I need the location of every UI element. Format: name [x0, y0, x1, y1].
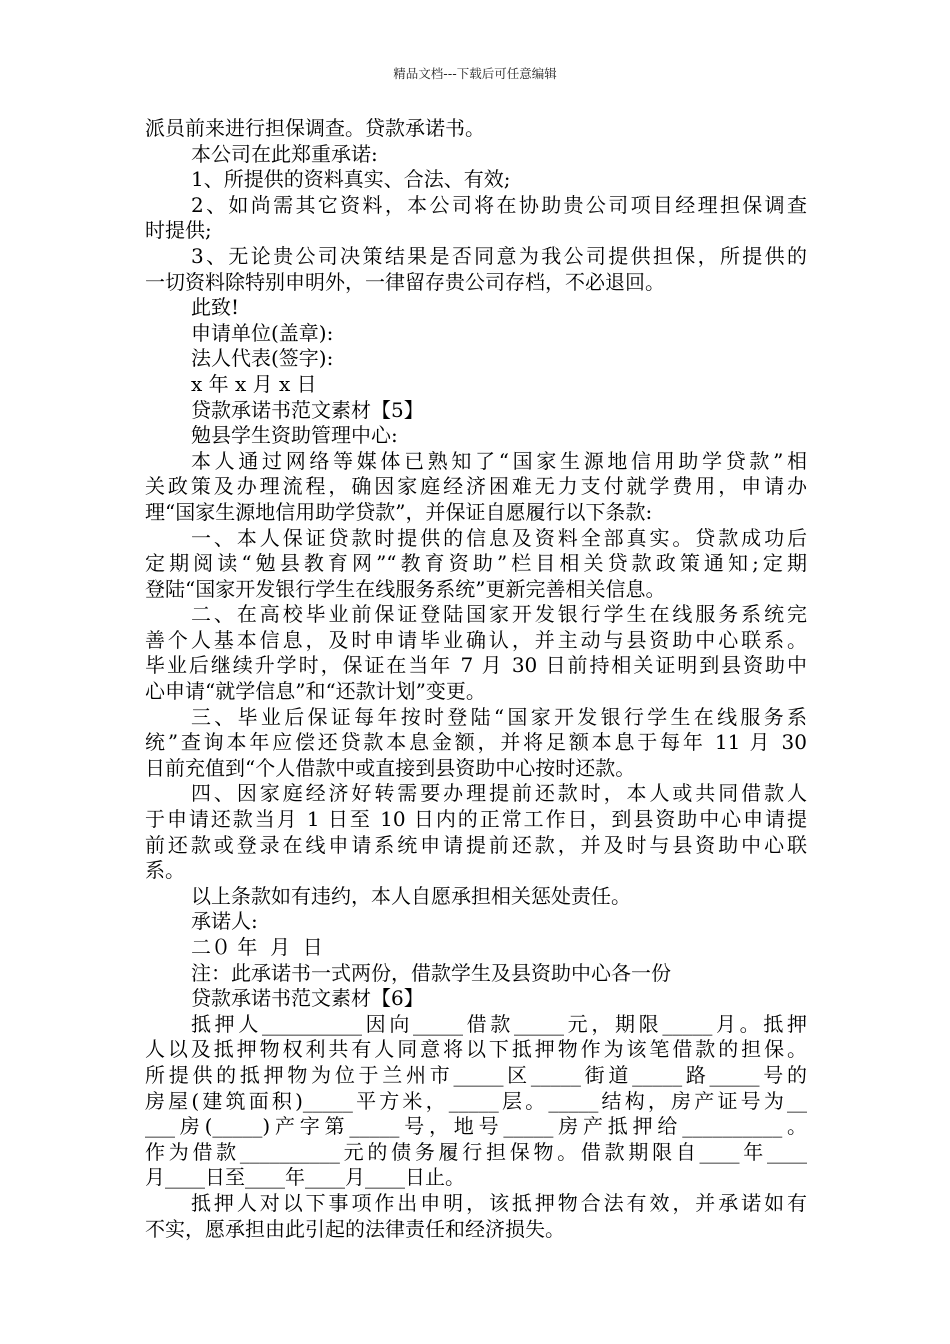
- text-line: 心申请“就学信息”和“还款计划”变更。: [145, 679, 486, 704]
- text-line: 抵押人__________因向_____借款_____元，期限_____月。抵押: [191, 1011, 807, 1036]
- text-line: 二、在高校毕业前保证登陆国家开发银行学生在线服务系统完: [191, 602, 807, 627]
- text-line: 法人代表(签字):: [191, 346, 334, 371]
- document-body: [145, 116, 807, 1242]
- text-line: 三、毕业后保证每年按时登陆“国家开发银行学生在线服务系: [191, 704, 807, 729]
- text-line: 本公司在此郑重承诺:: [191, 141, 378, 166]
- text-line: 理“国家生源地信用助学贷款”，并保证自愿履行以下条款:: [145, 499, 653, 524]
- text-line: 人以及抵押物权利共有人同意将以下抵押物作为该笔借款的担保。: [145, 1037, 807, 1062]
- text-line: 不实，愿承担由此引起的法律责任和经济损失。: [145, 1216, 565, 1241]
- text-line: 勉县学生资助管理中心:: [191, 423, 398, 448]
- text-line: 关政策及办理流程，确因家庭经济困难无力支付就学费用，申请办: [145, 474, 807, 499]
- text-line: 月____日至____年____月____日止。: [145, 1165, 465, 1190]
- text-line: 房屋(建筑面积)_____平方米，_____层。_____结构，房产证号为__: [145, 1088, 807, 1113]
- text-line: 注：此承诺书一式两份，借款学生及县资助中心各一份: [191, 960, 671, 985]
- text-line: 日前充值到“个人借款中或直接到县资助中心按时还款。: [145, 755, 636, 780]
- text-line: 四、因家庭经济好转需要办理提前还款时，本人或共同借款人: [191, 781, 807, 806]
- text-line: 于申请还款当月 1 日至 10 日内的正常工作日，到县资助中心申请提: [145, 807, 807, 832]
- text-line: 贷款承诺书范文素材【6】: [191, 986, 424, 1011]
- text-line: 作为借款__________元的债务履行担保物。借款期限自____年____: [145, 1139, 807, 1164]
- text-line: 统”查询本年应偿还贷款本息金额，并将足额本息于每年 11 月 30: [145, 730, 807, 755]
- text-line: 时提供;: [145, 218, 212, 243]
- text-line: 贷款承诺书范文素材【5】: [191, 397, 424, 422]
- text-line: 定期阅读“勉县教育网”“教育资助”栏目相关贷款政策通知;定期: [145, 551, 807, 576]
- page-header: 精品文档---下载后可任意编辑: [393, 66, 557, 81]
- text-line: 此致!: [191, 295, 240, 320]
- text-line: 登陆“国家开发银行学生在线服务系统”更新完善相关信息。: [145, 576, 666, 601]
- text-line: 二０ 年 月 日: [191, 935, 323, 959]
- text-line: 前还款或登录在线申请系统申请提前还款，并及时与县资助中心联: [145, 832, 807, 857]
- text-line: 抵押人对以下事项作出申明，该抵押物合法有效，并承诺如有: [191, 1190, 807, 1215]
- text-line: 毕业后继续升学时，保证在当年 7 月 30 日前持相关证明到县资助中: [145, 653, 807, 678]
- text-line: ___房(_____)产字第_____号，地号_____房产抵押给__________。: [145, 1114, 807, 1139]
- text-line: 本人通过网络等媒体已熟知了“国家生源地信用助学贷款”相: [191, 448, 807, 473]
- text-line: x 年 x 月 x 日: [191, 371, 317, 396]
- text-line: 承诺人:: [191, 909, 258, 934]
- text-line: 派员前来进行担保调查。贷款承诺书。: [145, 116, 485, 140]
- text-line: 一切资料除特别申明外，一律留存贵公司存档，不必退回。: [145, 269, 665, 294]
- text-line: 所提供的抵押物为位于兰州市_____区_____街道_____路_____号的: [145, 1062, 807, 1087]
- text-line: 以上条款如有违约，本人自愿承担相关惩处责任。: [191, 883, 631, 908]
- text-line: 一、本人保证贷款时提供的信息及资料全部真实。贷款成功后: [191, 525, 807, 550]
- text-line: 3、无论贵公司决策结果是否同意为我公司提供担保，所提供的: [191, 243, 807, 268]
- text-line: 系。: [145, 858, 185, 883]
- text-line: 申请单位(盖章):: [191, 320, 334, 345]
- text-line: 2、如尚需其它资料，本公司将在协助贵公司项目经理担保调查: [191, 192, 807, 217]
- text-line: 善个人基本信息，及时申请毕业确认，并主动与县资助中心联系。: [145, 627, 807, 652]
- text-line: 1、所提供的资料真实、合法、有效;: [191, 167, 511, 192]
